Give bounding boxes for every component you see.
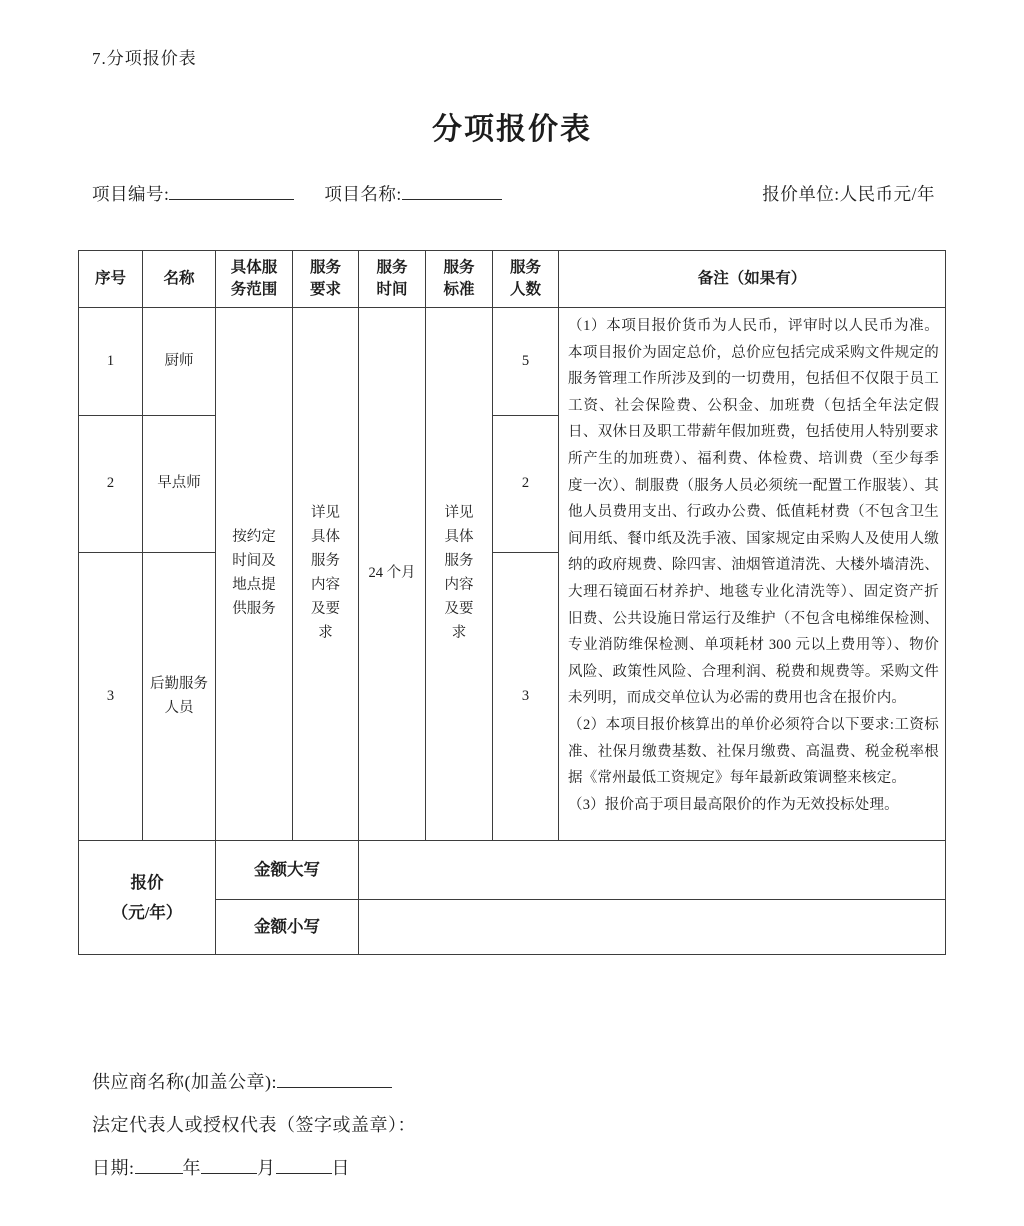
- col-header-serial: 序号: [79, 251, 143, 308]
- quote-label-cell: [79, 841, 216, 955]
- col-header-name: 名称: [143, 251, 216, 308]
- date-line: [92, 1153, 1024, 1183]
- amount-in-words-label-cell: 金额大写: [216, 841, 359, 900]
- project-name-label: 项目名称:: [324, 184, 402, 204]
- serial-cell: 3: [79, 553, 143, 841]
- service-requirement-cell: 详见具体服务内容及要求: [293, 308, 359, 841]
- count-cell: 5: [493, 308, 559, 416]
- meta-row: [92, 181, 935, 206]
- service-scope-cell: 按约定时间及地点提供服务: [216, 308, 293, 841]
- amount-in-figures-label-cell: 金额小写: [216, 900, 359, 955]
- col-header-service-count: 服务人数: [493, 251, 559, 308]
- name-cell: 厨师: [143, 308, 216, 416]
- signature-block: [92, 1067, 1024, 1183]
- date-label: 日期:: [92, 1158, 135, 1178]
- count-cell: 2: [493, 416, 559, 553]
- col-header-service-time: 服务时间: [359, 251, 426, 308]
- year-label: 年: [182, 1158, 202, 1178]
- col-header-service-standard: 服务标准: [426, 251, 493, 308]
- day-label: 日: [331, 1158, 351, 1178]
- date-year-blank: [135, 1155, 183, 1174]
- remarks-cell: [559, 308, 946, 841]
- date-month-blank: [201, 1155, 257, 1174]
- remark-paragraph: （2）本项目报价核算出的单价必须符合以下要求:工资标准、社保月缴费基数、社保月缴费、高温费、税金税率根据《常州最低工资规定》每年最新政策调整来核定。: [568, 716, 939, 787]
- col-header-remarks: 备注（如果有）: [559, 251, 946, 308]
- supplier-name-line: [92, 1067, 1024, 1097]
- table-footer-row: [79, 841, 946, 900]
- service-standard-cell: 详见具体服务内容及要求: [426, 308, 493, 841]
- project-number-label: 项目编号:: [92, 184, 170, 204]
- date-day-blank: [276, 1155, 332, 1174]
- name-cell: 后勤服务人员: [143, 553, 216, 841]
- quote-label-line2: （元/年）: [111, 902, 183, 922]
- service-time-cell: 24 个月: [359, 308, 426, 841]
- page-title: 分项报价表: [432, 113, 592, 146]
- col-header-service-scope: 具体服务范围: [216, 251, 293, 308]
- month-label: 月: [257, 1158, 276, 1178]
- remark-paragraph: （1）本项目报价货币为人民币，评审时以人民币为准。本项目报价为固定总价，总价应包括完成采购文件规定的服务管理工作所涉及到的一切费用，包括但不仅限于员工工资、社会保险费、公积金、加班费（包括全年法定假日、双休日及职工带薪年假加班费，包括使用人特别要求所产生的加班费）、福利费、体检费、培训费（至少每季度一次）、制服费（服务人员必须统一配置工作服装）、其他人员费用支出、行政办公费、低值耗材费（不包含卫生间用纸、餐巾纸及洗手液、国家规定由采购人及使用人缴纳的政府规费、除四害、油烟管道清洗、大楼外墙清洗、大理石镜面石材养护、地毯专业化清洗等）、固定资产折旧费、公共设施日常运行及维护（不包含电梯维保检测、专业消防维保检测、单项耗材 300 元以上费用等）、物价风险、政策性风险、合理利润、税费和规费等。采购文件未列明，而成交单位认为必需的费用也含在报价内。: [568, 318, 939, 707]
- table-header-row: [79, 251, 946, 308]
- serial-cell: 1: [79, 308, 143, 416]
- name-cell: 早点师: [143, 416, 216, 553]
- quote-label-line1: 报价: [130, 872, 164, 892]
- price-unit-label: 报价单位:人民币元/年: [762, 184, 935, 204]
- section-label: 7.分项报价表: [92, 49, 197, 68]
- representative-line: [92, 1110, 1024, 1140]
- supplier-name-blank: [277, 1069, 392, 1088]
- serial-cell: 2: [79, 416, 143, 553]
- quotation-table: [78, 250, 946, 955]
- representative-label: 法定代表人或授权代表（签字或盖章）：: [92, 1115, 416, 1135]
- amount-in-figures-value-cell: [359, 900, 946, 955]
- col-header-service-requirement: 服务要求: [293, 251, 359, 308]
- project-number-blank: [169, 182, 294, 200]
- amount-in-words-value-cell: [359, 841, 946, 900]
- count-cell: 3: [493, 553, 559, 841]
- supplier-name-label: 供应商名称(加盖公章):: [92, 1072, 277, 1092]
- project-info: [92, 181, 502, 206]
- remark-paragraph: （3）报价高于项目最高限价的作为无效投标处理。: [568, 796, 899, 813]
- project-name-blank: [402, 182, 502, 200]
- table-row: [79, 308, 946, 416]
